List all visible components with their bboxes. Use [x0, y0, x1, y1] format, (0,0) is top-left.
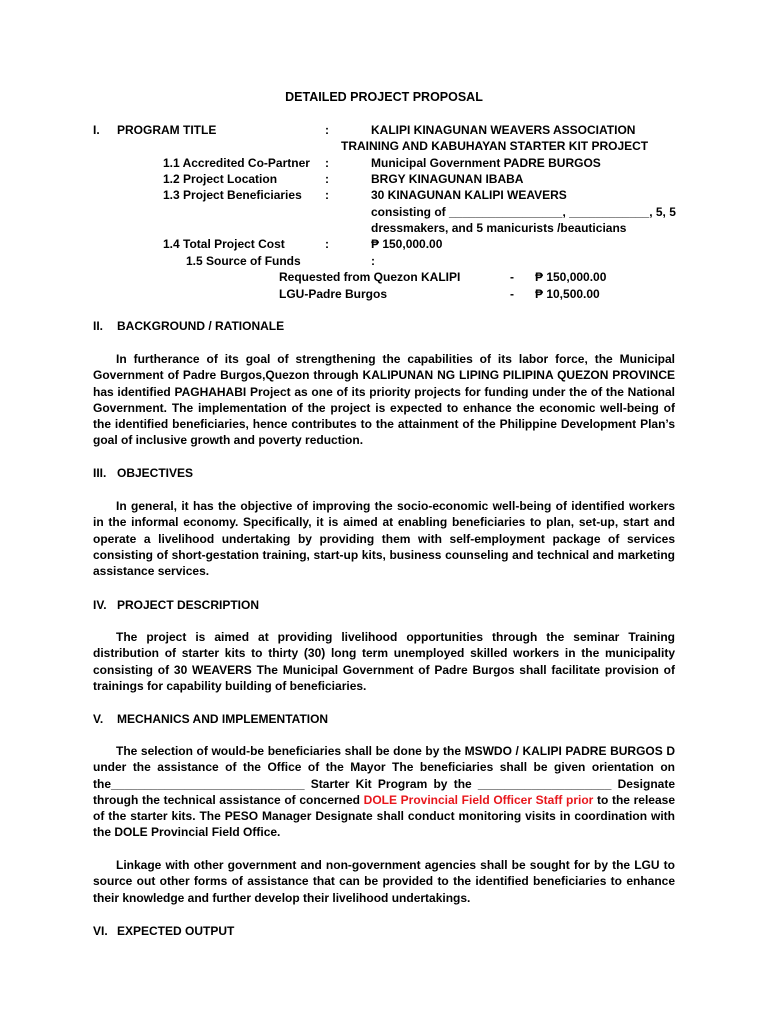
mechanics-text: The selection of would-be beneficiaries shall be done by the MSWDO / KALIPI PADRE BURGOS D under the assistance of the Office of the Mayor The beneficiaries shall be given orientation on the_____________________________ Starter Kit Program by the ____________________ Designate through the technical assistance of concerned	[93, 744, 675, 807]
section-number-4: IV.	[93, 598, 107, 612]
detail-label-co-partner: 1.1 Accredited Co-Partner	[163, 156, 310, 170]
total-cost-label: 1.4 Total Project Cost	[163, 237, 285, 251]
detail-value-location: BRGY KINAGUNAN IBABA	[371, 172, 524, 186]
program-title-value-line2: TRAINING AND KABUHAYAN STARTER KIT PROJECT	[341, 139, 649, 153]
highlighted-text: DOLE Provincial Field Officer Staff prior	[363, 792, 594, 807]
colon: :	[325, 237, 329, 251]
mechanics-paragraph-1	[93, 743, 675, 841]
colon: :	[371, 254, 375, 268]
fund-source-value: ₱ 10,500.00	[535, 287, 600, 301]
section-heading-mechanics: MECHANICS AND IMPLEMENTATION	[117, 712, 329, 726]
detail-label-location: 1.2 Project Location	[163, 172, 278, 186]
section-heading-description: PROJECT DESCRIPTION	[117, 598, 260, 612]
fund-source-label: LGU-Padre Burgos	[279, 287, 388, 301]
section-number-1: I.	[93, 123, 100, 137]
colon: :	[325, 188, 329, 202]
mechanics-text: to the release of the starter kits. The PESO Manager Designate shall conduct monitoring visits in coordination with the DOLE Provincial Field Office.	[93, 792, 675, 840]
colon: :	[325, 123, 329, 137]
section-number-2: II.	[93, 319, 104, 333]
total-cost-value: ₱ 150,000.00	[371, 237, 443, 251]
detail-label-beneficiaries: 1.3 Project Beneficiaries	[163, 188, 302, 202]
description-paragraph: The project is aimed at providing livelihood opportunities through the seminar Training distribution of starter kits to thirty (30) long term unemployed skilled workers in the municipality consisting of 30 WEAVERS The Municipal Government of Padre Burgos shall facilitate provision of trainings for capability building of beneficiaries.	[93, 630, 675, 693]
colon: :	[325, 172, 329, 186]
document-title: DETAILED PROJECT PROPOSAL	[285, 90, 483, 104]
dash: -	[510, 287, 514, 301]
section-number-3: III.	[93, 466, 107, 480]
section-number-6: VI.	[93, 924, 108, 938]
section-heading-objectives: OBJECTIVES	[117, 466, 194, 480]
section-heading-program-title: PROGRAM TITLE	[117, 123, 217, 137]
detail-value-beneficiaries: 30 KINAGUNAN KALIPI WEAVERS	[371, 188, 567, 202]
beneficiaries-continued-line2: dressmakers, and 5 manicurists /beauticians	[371, 221, 627, 235]
section-number-5: V.	[93, 712, 104, 726]
section-heading-background: BACKGROUND / RATIONALE	[117, 319, 285, 333]
fund-source-label: Requested from Quezon KALIPI	[279, 270, 461, 284]
beneficiaries-continued-line1: consisting of _________________, ____________, 5, 5	[371, 205, 676, 219]
background-paragraph: In furtherance of its goal of strengthening the capabilities of its labor force, the Municipal Government of Padre Burgos,Quezon through KALIPUNAN NG LIPING PILIPINA QUEZON PROVINCE has identified PAGHAHABI Project as one of its priority projects for funding under the of the National Government. The implementation of the project is expected to enhance the economic well-being of the identified beneficiaries, hence contributes to the attainment of the Philippine Development Plan’s goal of inclusive growth and poverty reduction.	[93, 352, 675, 448]
dash: -	[510, 270, 514, 284]
section-heading-expected-output: EXPECTED OUTPUT	[117, 924, 235, 938]
detail-value-co-partner: Municipal Government PADRE BURGOS	[371, 156, 601, 170]
objectives-paragraph: In general, it has the objective of improving the socio-economic well-being of identified workers in the informal economy. Specifically, it is aimed at enabling beneficiaries to plan, set-up, start and operate a livelihood undertaking by providing them with self-employment package of services consisting of short-gestation training, start-up kits, business counseling and technical and marketing assistance services.	[93, 499, 675, 579]
source-of-funds-label: 1.5 Source of Funds	[186, 254, 301, 268]
program-title-value: KALIPI KINAGUNAN WEAVERS ASSOCIATION	[371, 123, 636, 137]
fund-source-value: ₱ 150,000.00	[535, 270, 607, 284]
colon: :	[325, 156, 329, 170]
mechanics-paragraph-2: Linkage with other government and non-government agencies shall be sought for by the LGU to source out other forms of assistance that can be provided to the identified beneficiaries to enhance their knowledge and further develop their livelihood undertakings.	[93, 858, 675, 905]
